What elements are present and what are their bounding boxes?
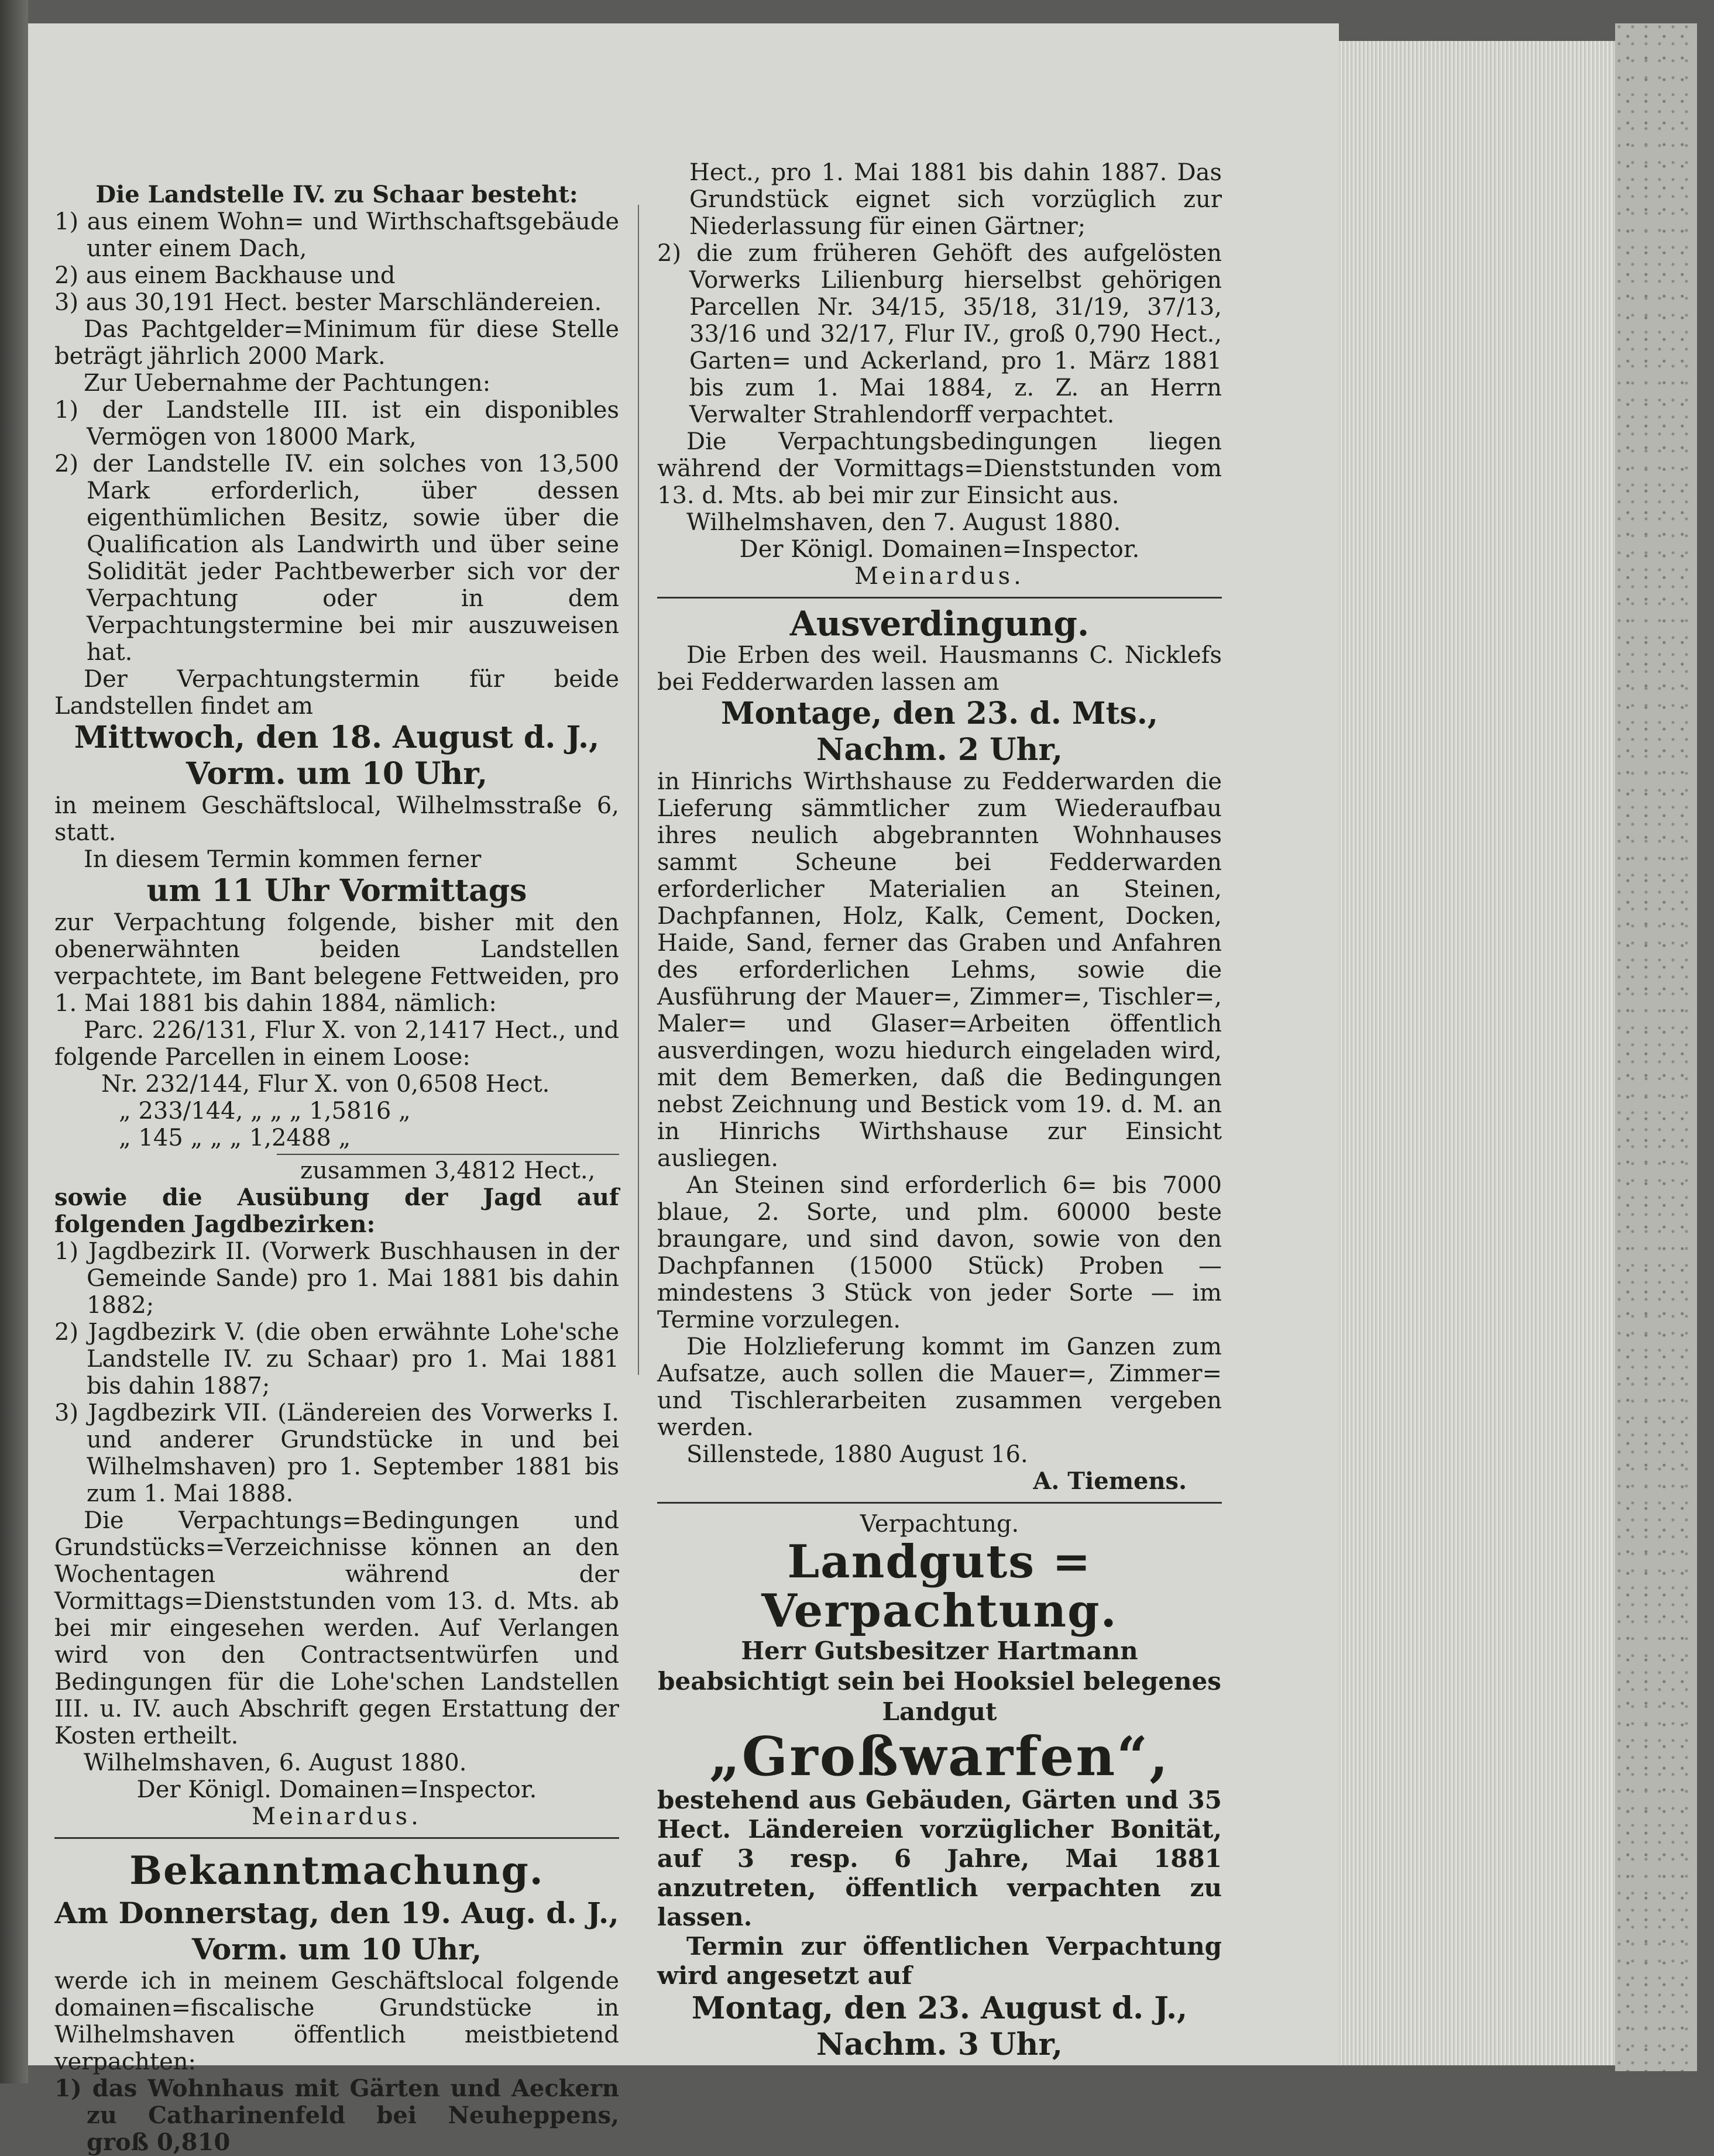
section-rule	[54, 1837, 619, 1839]
parcel-row: „ 233/144, „ „ „ 1,5816 „	[119, 1098, 411, 1125]
paragraph: An Steinen sind erforderlich 6= bis 7000 blaue, 2. Sorte, und plm. 60000 beste braungare, und sind davon, sowie von den Dachpfannen (15000 Stück) Proben — mindestens 3 Stück von jeder Sorte — im Termine vorzulegen.	[657, 1172, 1222, 1333]
dateline: Sillenstede, 1880 August 16.	[686, 1441, 1028, 1468]
paragraph: Die Verpachtungs=Bedingungen und Grundstücks=Verzeichnisse können an den Wochentagen während der Vormittags=Dienststunden vom 13. d. Mts. ab bei mir eingesehen werden. Auf Verlangen wird von den Contractsentwürfen und Bedingungen für die Lohe'schen Landstellen III. u. IV. auch Abschrift gegen Erstattung der Kosten ertheilt.	[54, 1507, 619, 1749]
parcel-row: „ 145 „ „ „ 1,2488 „	[119, 1125, 351, 1151]
signature-title: Der Königl. Domainen=Inspector.	[739, 536, 1140, 563]
list-item: 2) der Landstelle IV. ein solches von 13,500 Mark erforderlich, über dessen eigenthümlichen Besitz, sowie über die Qualification als Landwirth und über seine Solidität jeder Pachtbewerber sich vor der Verpachtung oder in dem Verpachtungstermine bei mir auszuweisen hat.	[54, 451, 619, 666]
section-rule	[657, 1502, 1222, 1504]
time-heading: Vorm. um 10 Uhr,	[191, 1932, 482, 1966]
paragraph: Hect., pro 1. Mai 1881 bis dahin 1887. Das Grundstück eignet sich vorzüglich zur Niederlassung für einen Gärtner;	[689, 159, 1222, 240]
date-heading: Montage, den 23. d. Mts.,	[721, 696, 1158, 731]
estate-name: „Großwarfen“,	[709, 1725, 1170, 1788]
paragraph: Herr Gutsbesitzer Hartmann beabsichtigt sein bei Hooksiel belegenes Landgut	[658, 1636, 1221, 1726]
paragraph: bestehend aus Gebäuden, Gärten und 35 Hect. Ländereien vorzüglicher Bonität, auf 3 resp. 6 Jahre, Mai 1881 anzutreten, öffentlich verpachten zu lassen.	[657, 1786, 1222, 1931]
parcel-row: Nr. 232/144, Flur X. von 0,6508 Hect.	[101, 1071, 550, 1098]
list-item: 2) die zum früheren Gehöft des aufgelösten Vorwerks Lilienburg hierselbst gehörigen Parcellen Nr. 34/15, 35/18, 31/19, 37/13, 33/16 und 32/17, Flur IV., groß 0,790 Hect., Garten= und Ackerland, pro 1. März 1881 bis zum 1. Mai 1884, z. Z. an Herrn Verwalter Strahlendorff verpachtet.	[657, 240, 1222, 428]
dateline: Wilhelmshaven, 6. August 1880.	[84, 1749, 467, 1776]
time-heading: um 11 Uhr Vormittags	[146, 873, 527, 909]
date-heading: Montag, den 23. August d. J.,	[691, 1990, 1188, 2026]
heading-landguts-verpachtung: Landguts = Verpachtung.	[761, 1535, 1118, 1638]
subheading-verpachtung: Verpachtung.	[860, 1511, 1019, 1538]
paragraph: Parc. 226/131, Flur X. von 2,1417 Hect., und folgende Parcellen in einem Loose:	[54, 1017, 619, 1071]
paragraph: Die Holzlieferung kommt im Ganzen zum Aufsatze, auch sollen die Mauer=, Zimmer= und Tischlerarbeiten zusammen vergeben werden.	[657, 1333, 1222, 1441]
paragraph: in Hinrichs Wirthshause zu Fedderwarden die Lieferung sämmtlicher zum Wiederaufbau ihres neulich abgebrannten Wohnhauses sammt Scheune bei Fedderwarden erforderlicher Materialien an Steinen, Dachpfannen, Holz, Kalk, Cement, Docken, Haide, Sand, ferner das Graben und Anfahren des erforderlichen Lehms, sowie die Ausführung der Mauer=, Zimmer=, Tischler=, Maler= und Glaser=Arbeiten öffentlich ausverdingen, wozu hiedurch eingeladen wird, mit dem Bemerken, daß die Bedingungen nebst Zeichnung und Bestick vom 19. d. M. an in Hinrichs Wirthshause zur Einsicht ausliegen.	[657, 768, 1222, 1172]
paragraph: Das Pachtgelder=Minimum für diese Stelle beträgt jährlich 2000 Mark.	[54, 316, 619, 370]
paragraph: Die Erben des weil. Hausmanns C. Nicklefs bei Fedderwarden lassen am	[657, 642, 1222, 696]
dateline: Wilhelmshaven, den 7. August 1880.	[686, 509, 1121, 536]
paragraph: sowie die Ausübung der Jagd auf folgenden Jagdbezirken:	[54, 1184, 619, 1238]
column-right	[657, 159, 1222, 2063]
list-item: 2) aus einem Backhause und	[54, 262, 396, 289]
signature-title: Der Königl. Domainen=Inspector.	[136, 1776, 537, 1803]
paragraph: Zur Uebernahme der Pachtungen:	[84, 370, 491, 397]
date-heading: Mittwoch, den 18. August d. J.,	[74, 720, 600, 755]
heading-bekanntmachung: Bekanntmachung.	[129, 1848, 544, 1893]
paragraph: zur Verpachtung folgende, bisher mit den obenerwähnten beiden Landstellen verpachtete, im Bant belegene Fettweiden, pro 1. Mai 1881 bis dahin 1884, nämlich:	[54, 909, 619, 1017]
signature-name: A. Tiemens.	[1033, 1467, 1187, 1495]
paragraph: Der Verpachtungstermin für beide Landstellen findet am	[54, 666, 619, 720]
paragraph: Die Verpachtungsbedingungen liegen während der Vormittags=Dienststunden vom 13. d. Mts. ab bei mir zur Einsicht aus.	[657, 428, 1222, 509]
signature-name: Meinardus.	[854, 563, 1025, 590]
paragraph: In diesem Termin kommen ferner	[84, 846, 482, 873]
parcel-total: zusammen 3,4812 Hect.,	[300, 1157, 596, 1184]
section-rule	[657, 597, 1222, 599]
book-gutter	[0, 0, 28, 2083]
column-left	[54, 181, 619, 2156]
list-item: 1) Jagdbezirk II. (Vorwerk Buschhausen in der Gemeinde Sande) pro 1. Mai 1881 bis dahin 1882;	[54, 1238, 619, 1319]
signature-name: Meinardus.	[252, 1803, 422, 1830]
time-heading: Nachm. 2 Uhr,	[816, 732, 1063, 768]
heading-landstelle: Die Landstelle IV. zu Schaar besteht:	[95, 181, 578, 208]
sum-rule	[277, 1154, 619, 1155]
time-heading: Nachm. 3 Uhr,	[816, 2027, 1063, 2062]
paragraph: in meinem Geschäftslocal, Wilhelmsstraße 6, statt.	[54, 792, 619, 846]
newspaper-page	[28, 23, 1339, 2156]
list-item: 2) Jagdbezirk V. (die oben erwähnte Lohe'sche Landstelle IV. zu Schaar) pro 1. Mai 1881 bis dahin 1887;	[54, 1319, 619, 1399]
list-item: 3) Jagdbezirk VII. (Ländereien des Vorwerks I. und anderer Grundstücke in und bei Wilhelmshaven) pro 1. September 1881 bis zum 1. Mai 1888.	[54, 1399, 619, 1507]
list-item: 1) der Landstelle III. ist ein disponibles Vermögen von 18000 Mark,	[54, 397, 619, 451]
list-item: 1) aus einem Wohn= und Wirthschaftsgebäude unter einem Dach,	[54, 208, 619, 262]
paragraph: werde ich in meinem Geschäftslocal folgende domainen=fiscalische Grundstücke in Wilhelmshaven öffentlich meistbietend verpachten:	[54, 1968, 619, 2075]
paragraph: Termin zur öffentlichen Verpachtung wird angesetzt auf	[657, 1932, 1222, 1990]
list-item: 1) das Wohnhaus mit Gärten und Aeckern zu Catharinenfeld bei Neuheppens, groß 0,810	[54, 2075, 619, 2156]
time-heading: Vorm. um 10 Uhr,	[186, 756, 488, 792]
list-item: 3) aus 30,191 Hect. bester Marschländereien.	[54, 289, 602, 316]
column-rule	[638, 205, 639, 1375]
heading-ausverdingung: Ausverdingung.	[789, 604, 1090, 644]
book-cover-edge	[1615, 23, 1697, 2071]
date-heading: Am Donnerstag, den 19. Aug. d. J.,	[54, 1896, 619, 1930]
